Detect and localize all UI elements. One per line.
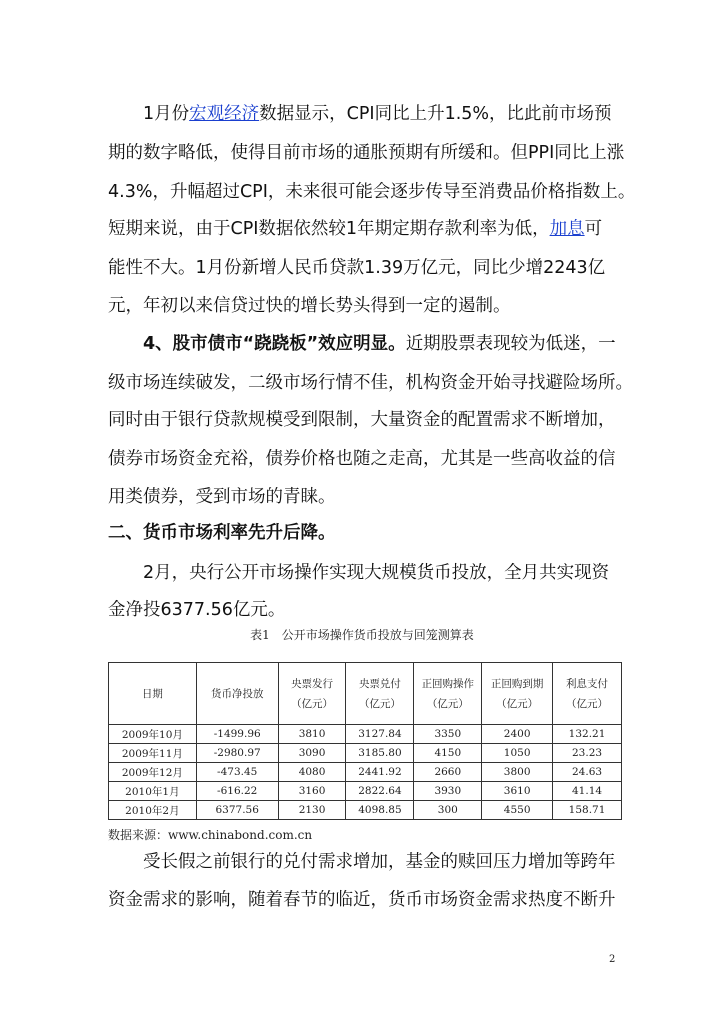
text: 短期来说，由于CPI数据依然较1年期定期存款利率为低，	[108, 219, 550, 239]
cell: 2660	[414, 763, 482, 782]
p1-line-3: 4.3%，升幅超过CPI，未来很可能会逐步传导至消费品价格指数上。	[108, 182, 636, 202]
header-line: 货币净投放	[210, 687, 264, 700]
table-header-row	[109, 663, 622, 725]
header-line: 日期	[141, 687, 163, 700]
p3-line-1: 2月，央行公开市场操作实现大规模货币投放，全月共实现资	[143, 563, 610, 583]
cell: 3610	[482, 782, 553, 801]
text: 近期股票表现较为低迷，一	[405, 334, 616, 354]
header-net-injection	[196, 663, 278, 725]
cell: 132.21	[553, 725, 622, 744]
cell: 158.71	[553, 801, 622, 820]
cell: 3800	[482, 763, 553, 782]
header-unit: （亿元）	[358, 697, 401, 710]
p1-line-1	[143, 103, 663, 125]
macro-economy-link[interactable]: 宏观经济	[189, 104, 260, 124]
cell-date: 2010年1月	[109, 782, 197, 801]
p1-line-6: 元，年初以来信贷过快的增长势头得到一定的遏制。	[108, 296, 511, 316]
cell: 3160	[278, 782, 346, 801]
header-unit: （亿元）	[566, 697, 609, 710]
text: 可	[584, 219, 603, 239]
header-bill-issue	[278, 663, 346, 725]
text: 数据显示，CPI同比上升1.5%，比此前市场预	[259, 104, 612, 124]
header-date	[109, 663, 197, 725]
cell: 6377.56	[196, 801, 278, 820]
cell: 3810	[278, 725, 346, 744]
cell: 4098.85	[346, 801, 414, 820]
cell: 24.63	[553, 763, 622, 782]
cell: 3930	[414, 782, 482, 801]
cell: 3185.80	[346, 744, 414, 763]
table-row	[109, 725, 622, 744]
text: 1月份	[143, 104, 190, 124]
cell-date: 2009年11月	[109, 744, 197, 763]
cell: -473.45	[196, 763, 278, 782]
p1-line-5: 能性不大。1月份新增人民币贷款1.39万亿元，同比少增2243亿	[108, 258, 606, 278]
header-bill-redeem	[346, 663, 414, 725]
table-row	[109, 782, 622, 801]
cell: 4080	[278, 763, 346, 782]
header-repo-maturity	[482, 663, 553, 725]
cell: 300	[414, 801, 482, 820]
p2-line-4: 债券市场资金充裕，债券价格也随之走高，尤其是一些高收益的信	[108, 449, 616, 469]
cell: 4550	[482, 801, 553, 820]
p2-line-2: 级市场连续破发，二级市场行情不佳，机构资金开始寻找避险场所。	[108, 373, 633, 393]
table-row	[109, 744, 622, 763]
p2-line-3: 同时由于银行贷款规模受到限制，大量资金的配置需求不断增加，	[108, 410, 616, 430]
cell-date: 2010年2月	[109, 801, 197, 820]
p3-line-2: 金净投6377.56亿元。	[108, 600, 286, 620]
header-unit: （亿元）	[291, 697, 334, 710]
cell: 2441.92	[346, 763, 414, 782]
cell-date: 2009年10月	[109, 725, 197, 744]
cell: 2822.64	[346, 782, 414, 801]
header-repo-op	[414, 663, 482, 725]
cell: 2130	[278, 801, 346, 820]
header-line: 正回购操作	[421, 677, 475, 690]
cell: 3127.84	[346, 725, 414, 744]
cell: -2980.97	[196, 744, 278, 763]
table-row	[109, 801, 622, 820]
cell: 3350	[414, 725, 482, 744]
p2-line-5: 用类债券，受到市场的青睐。	[108, 487, 336, 507]
cell: 23.23	[553, 744, 622, 763]
table-row	[109, 763, 622, 782]
cell: 4150	[414, 744, 482, 763]
data-source: 数据来源：www.chinabond.com.cn	[108, 828, 313, 842]
header-unit: （亿元）	[496, 697, 539, 710]
section-4-title: 4、股市债市“跷跷板”效应明显。	[143, 334, 406, 354]
p1-line-2: 期的数字略低，使得目前市场的通胀预期有所缓和。但PPI同比上涨	[108, 143, 625, 163]
page-number: 2	[609, 954, 616, 965]
header-line: 正回购到期	[490, 677, 544, 690]
cell: 1050	[482, 744, 553, 763]
cell-date: 2009年12月	[109, 763, 197, 782]
header-line: 央票兑付	[358, 677, 401, 690]
table-caption: 表1 公开市场操作货币投放与回笼测算表	[250, 628, 474, 642]
p4-line-1: 受长假之前银行的兑付需求增加，基金的赎回压力增加等跨年	[143, 852, 616, 872]
p2-line-1	[143, 333, 663, 355]
p4-line-2: 资金需求的影响，随着春节的临近，货币市场资金需求热度不断升	[108, 890, 616, 910]
header-line: 利息支付	[566, 677, 609, 690]
cell: 41.14	[553, 782, 622, 801]
p1-line-4	[108, 218, 628, 240]
cell: -616.22	[196, 782, 278, 801]
cell: 2400	[482, 725, 553, 744]
rate-hike-link[interactable]: 加息	[549, 219, 585, 239]
header-interest	[553, 663, 622, 725]
cell: -1499.96	[196, 725, 278, 744]
header-line: 央票发行	[291, 677, 334, 690]
header-unit: （亿元）	[426, 697, 469, 710]
section-2-heading: 二、货币市场利率先升后降。	[108, 523, 336, 543]
cell: 3090	[278, 744, 346, 763]
open-market-table	[108, 662, 622, 820]
